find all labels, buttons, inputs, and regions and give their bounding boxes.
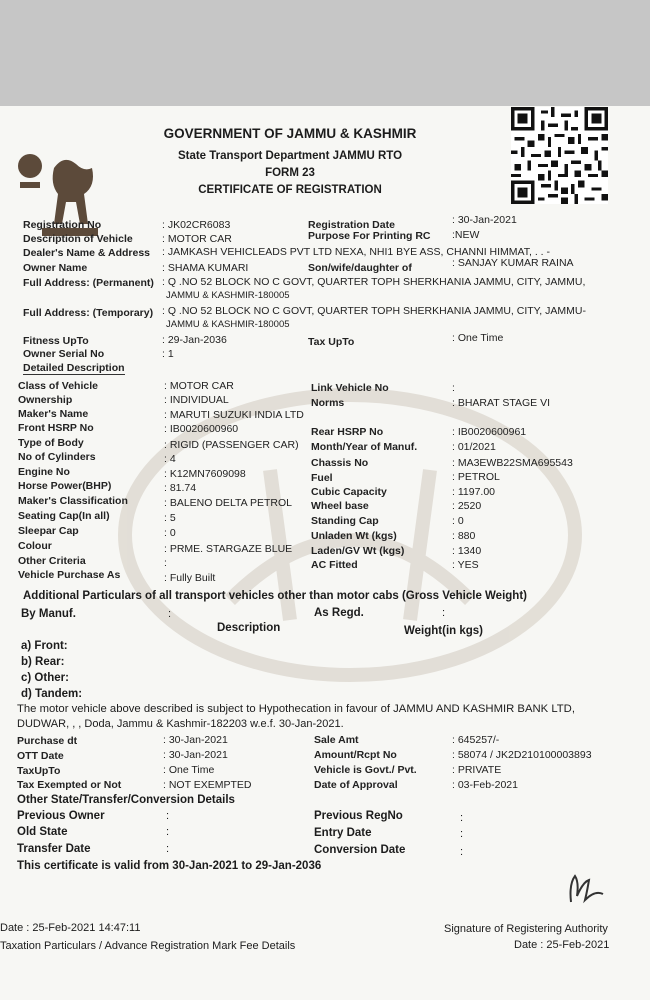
reg-date-label: Registration Date xyxy=(308,219,395,231)
detail-left-value: : Fully Built xyxy=(164,572,216,584)
detail-left-value: : K12MN7609098 xyxy=(164,468,246,480)
tax-upto-value: : One Time xyxy=(452,332,504,344)
tandem-label: d) Tandem: xyxy=(21,688,83,700)
perm-addr-label: Full Address: (Permanent) xyxy=(23,277,154,289)
detail-left-value: : 4 xyxy=(164,453,176,465)
detail-left-value: : IB0020600960 xyxy=(164,423,239,435)
detail-right-value: : BHARAT STAGE VI xyxy=(452,397,551,409)
prev-regno-label: Previous RegNo xyxy=(314,810,403,822)
detail-right-label: Wheel base xyxy=(311,500,369,512)
purpose-label: Purpose For Printing RC xyxy=(308,230,431,242)
perm-addr-line1: : Q .NO 52 BLOCK NO C GOVT, QUARTER TOPH SHERKHANIA JAMMU, CITY, JAMMU, xyxy=(162,276,586,288)
temp-addr-line1: : Q .NO 52 BLOCK NO C GOVT, QUARTER TOPH SHERKHANIA JAMMU, CITY, JAMMU- xyxy=(162,305,586,317)
desc-vehicle-label: Description of Vehicle xyxy=(23,233,133,245)
detail-right-label: Laden/GV Wt (kgs) xyxy=(311,545,405,557)
reg-no-label: Registration No xyxy=(23,219,102,231)
detail-left-label: Horse Power(BHP) xyxy=(18,480,112,492)
qr-code-icon xyxy=(511,107,608,204)
conversion-date-colon: : xyxy=(460,846,464,858)
detail-right-label: Chassis No xyxy=(311,457,369,469)
detail-left-label: Colour xyxy=(18,540,52,552)
detail-right-label: Fuel xyxy=(311,472,333,484)
validity-text: This certificate is valid from 30-Jan-2021 to 29-Jan-2036 xyxy=(17,860,322,872)
purchase-value: : NOT EXEMPTED xyxy=(163,779,252,791)
detail-left-value: : 81.74 xyxy=(164,482,197,494)
reg-date-value: : 30-Jan-2021 xyxy=(452,214,517,226)
detail-left-label: No of Cylinders xyxy=(18,451,96,463)
conversion-date-label: Conversion Date xyxy=(314,844,406,856)
perm-addr-line2: JAMMU & KASHMIR-180005 xyxy=(166,290,290,301)
son-wife-label: Son/wife/daughter of xyxy=(308,262,412,274)
detail-right-value: : 0 xyxy=(452,515,464,527)
transfer-date-label: Transfer Date xyxy=(17,843,91,855)
detail-left-value: : RIGID (PASSENGER CAR) xyxy=(164,439,299,451)
detail-left-label: Type of Body xyxy=(18,437,84,449)
purchase-label: TaxUpTo xyxy=(17,765,61,777)
detail-right-value: : xyxy=(452,382,455,394)
signature-icon xyxy=(565,872,607,908)
purchase-label-right: Vehicle is Govt./ Pvt. xyxy=(314,764,417,776)
purchase-value-right: : 58074 / JK2D210100003893 xyxy=(452,749,592,761)
reg-no-value: : JK02CR6083 xyxy=(162,219,231,231)
entry-date-colon: : xyxy=(460,828,464,840)
detail-right-label: AC Fitted xyxy=(311,559,358,571)
detailed-desc-title: Detailed Description xyxy=(23,362,125,374)
signature-text: Signature of Registering Authority xyxy=(444,923,608,935)
detail-left-label: Maker's Classification xyxy=(18,495,128,507)
detail-left-value: : 0 xyxy=(164,527,176,539)
detail-left-value: : PRME. STARGAZE BLUE xyxy=(164,543,293,555)
hypothecation-line2: DUDWAR, , , Doda, Jammu & Kashmir-182203 w.e.f. 30-Jan-2021. xyxy=(17,718,344,730)
detail-left-label: Seating Cap(In all) xyxy=(18,510,110,522)
by-manuf-label: By Manuf. xyxy=(21,608,76,620)
detail-left-value: : xyxy=(164,557,167,569)
detail-left-label: Maker's Name xyxy=(18,408,89,420)
rear-label: b) Rear: xyxy=(21,656,65,668)
detail-right-value: : 1340 xyxy=(452,545,482,557)
prev-owner-label: Previous Owner xyxy=(17,810,105,822)
dept-heading: State Transport Department JAMMU RTO xyxy=(177,150,403,162)
hypothecation-line1: The motor vehicle above described is subject to Hypothecation in favour of JAMMU AND KASHMIR BANK LTD, xyxy=(17,703,575,715)
fitness-label: Fitness UpTo xyxy=(23,335,89,347)
weight-header: Weight(in kgs) xyxy=(404,625,484,637)
entry-date-label: Entry Date xyxy=(314,827,372,839)
cert-heading: CERTIFICATE OF REGISTRATION xyxy=(198,184,382,196)
detail-right-label: Cubic Capacity xyxy=(311,486,387,498)
detail-left-label: Ownership xyxy=(18,394,73,406)
purchase-label: Purchase dt xyxy=(17,735,78,747)
by-manuf-colon: : xyxy=(168,608,172,620)
detail-left-label: Sleepar Cap xyxy=(18,525,79,537)
purchase-value-right: : 03-Feb-2021 xyxy=(452,779,518,791)
detail-right-value: : PETROL xyxy=(452,471,500,483)
additional-title: Additional Particulars of all transport vehicles other than motor cabs (Gross Vehicle Weight) xyxy=(23,590,527,602)
detail-left-label: Engine No xyxy=(18,466,70,478)
taxation-text: Taxation Particulars / Advance Registration Mark Fee Details xyxy=(0,940,296,952)
detail-right-value: : YES xyxy=(452,559,479,571)
description-header: Description xyxy=(217,622,281,634)
detail-right-value: : IB0020600961 xyxy=(452,426,527,438)
purchase-value-right: : PRIVATE xyxy=(452,764,502,776)
dealer-label: Dealer's Name & Address xyxy=(23,247,150,259)
date-right: Date : 25-Feb-2021 xyxy=(514,939,610,951)
tax-upto-label: Tax UpTo xyxy=(308,336,355,348)
fitness-value: : 29-Jan-2036 xyxy=(162,334,227,346)
purchase-label-right: Date of Approval xyxy=(314,779,398,791)
detail-right-value: : 1197.00 xyxy=(452,486,496,498)
purchase-label-right: Sale Amt xyxy=(314,734,359,746)
owner-label: Owner Name xyxy=(23,262,88,274)
detail-left-value: : INDIVIDUAL xyxy=(164,394,229,406)
detail-right-label: Rear HSRP No xyxy=(311,426,384,438)
temp-addr-line2: JAMMU & KASHMIR-180005 xyxy=(166,319,290,330)
old-state-colon: : xyxy=(166,826,170,838)
detail-left-label: Vehicle Purchase As xyxy=(18,569,121,581)
detail-left-label: Other Criteria xyxy=(18,555,86,567)
prev-regno-colon: : xyxy=(460,812,464,824)
purpose-value: :NEW xyxy=(452,229,480,241)
detail-left-label: Class of Vehicle xyxy=(18,380,98,392)
purchase-value-right: : 645257/- xyxy=(452,734,500,746)
as-regd-colon: : xyxy=(442,607,446,619)
desc-vehicle-value: : MOTOR CAR xyxy=(162,233,232,245)
purchase-value: : One Time xyxy=(163,764,215,776)
purchase-label-right: Amount/Rcpt No xyxy=(314,749,397,761)
detail-right-label: Standing Cap xyxy=(311,515,379,527)
old-state-label: Old State xyxy=(17,826,68,838)
detail-right-value: : 01/2021 xyxy=(452,441,496,453)
detail-right-label: Norms xyxy=(311,397,345,409)
detail-right-label: Link Vehicle No xyxy=(311,382,389,394)
as-regd-label: As Regd. xyxy=(314,607,364,619)
detail-right-value: : 2520 xyxy=(452,500,482,512)
front-label: a) Front: xyxy=(21,640,68,652)
purchase-label: OTT Date xyxy=(17,750,64,762)
govt-heading: GOVERNMENT OF JAMMU & KASHMIR xyxy=(163,126,417,141)
purchase-label: Tax Exempted or Not xyxy=(17,779,122,791)
owner-value: : SHAMA KUMARI xyxy=(162,262,249,274)
detail-right-value: : 880 xyxy=(452,530,476,542)
top-gray-band xyxy=(0,0,650,106)
temp-addr-label: Full Address: (Temporary) xyxy=(23,307,154,319)
purchase-value: : 30-Jan-2021 xyxy=(163,734,228,746)
other-state-title: Other State/Transfer/Conversion Details xyxy=(17,794,235,806)
other-label: c) Other: xyxy=(21,672,69,684)
detail-left-value: : MOTOR CAR xyxy=(164,380,234,392)
transfer-date-colon: : xyxy=(166,843,170,855)
prev-owner-colon: : xyxy=(166,810,170,822)
detail-left-value: : MARUTI SUZUKI INDIA LTD xyxy=(164,409,304,421)
detail-right-value: : MA3EWB22SMA695543 xyxy=(452,457,573,469)
owner-serial-value: : 1 xyxy=(162,348,174,360)
detail-left-value: : 5 xyxy=(164,512,176,524)
form-heading: FORM 23 xyxy=(265,167,315,179)
purchase-value: : 30-Jan-2021 xyxy=(163,749,228,761)
dealer-value: : JAMKASH VEHICLEADS PVT LTD NEXA, NHI1 BYE ASS, CHANNI HIMMAT, . . - xyxy=(162,246,551,258)
son-wife-value: : SANJAY KUMAR RAINA xyxy=(452,257,574,269)
detail-right-label: Month/Year of Manuf. xyxy=(311,441,418,453)
detail-left-value: : BALENO DELTA PETROL xyxy=(164,497,292,509)
owner-serial-label: Owner Serial No xyxy=(23,348,105,360)
detail-left-label: Front HSRP No xyxy=(18,422,94,434)
date-left: Date : 25-Feb-2021 14:47:11 xyxy=(0,922,141,934)
detail-right-label: Unladen Wt (kgs) xyxy=(311,530,397,542)
